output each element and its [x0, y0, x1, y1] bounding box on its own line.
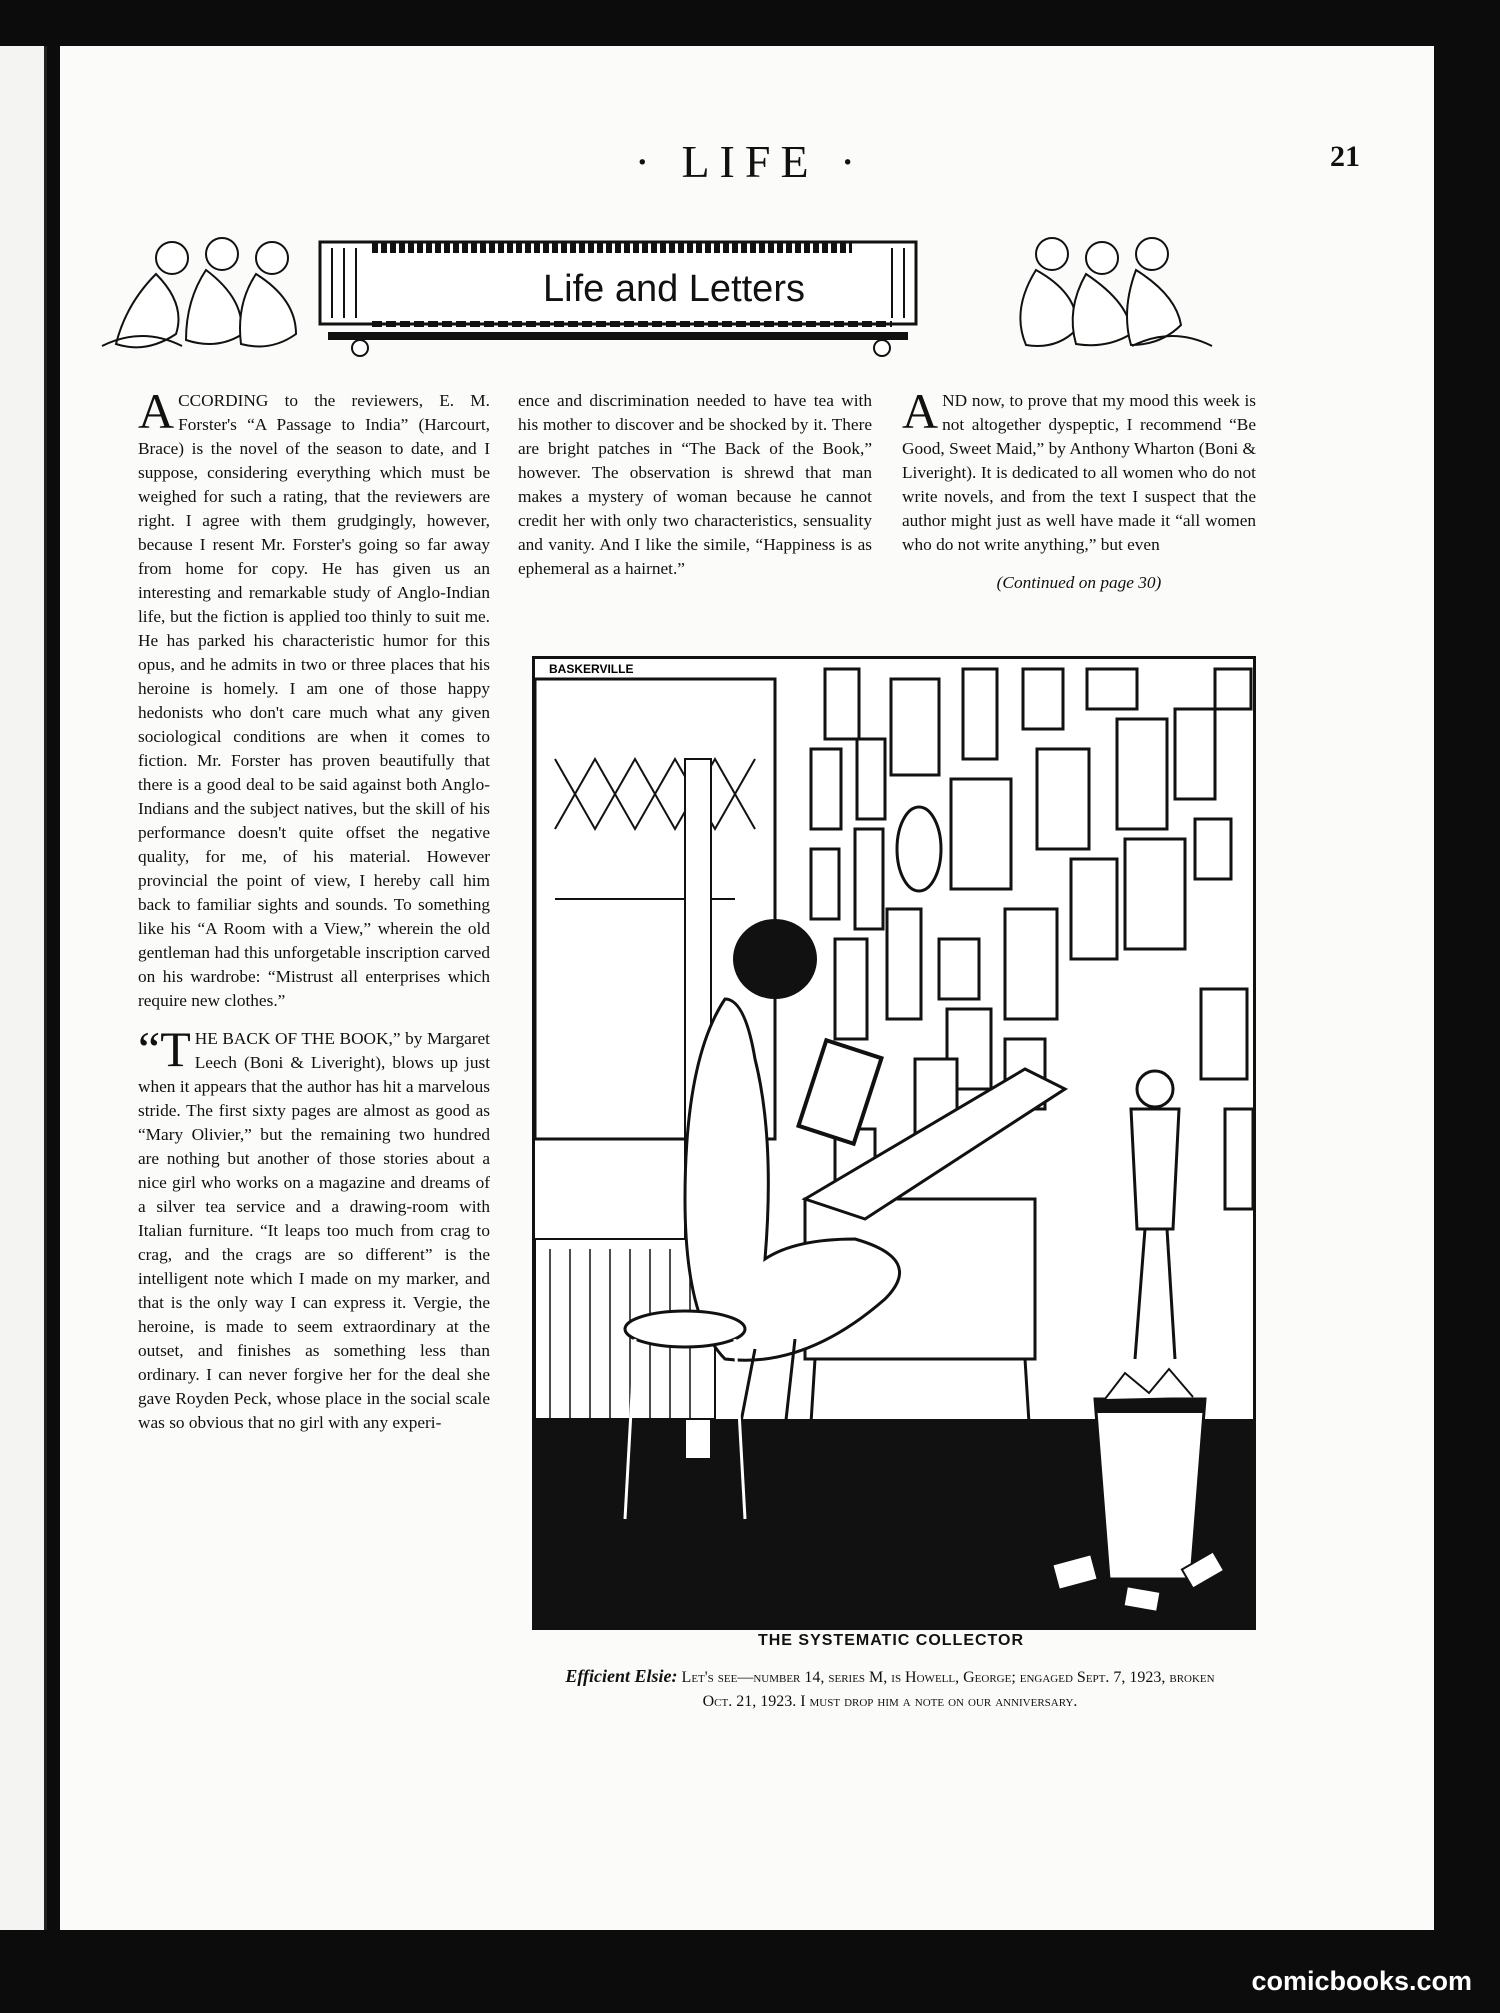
article-column-1: [138, 383, 490, 1449]
article-column-3: [902, 383, 1256, 595]
article-column-2: [518, 389, 872, 595]
paragraph-text: CCORDING to the reviewers, E. M. Forster's “A Passage to India” (Harcourt, Brace) is the novel of the season to date, and I suppose, considering everything which must be weighed for such a rating, that the reviewers are right. I agree with them grudgingly, however, because I resent Mr. Forster's going so far away from home for copy. He has given us an interesting and remarkable study of Anglo-Indian life, but the fiction is applied too thinly to suit me. He has parked his characteristic humor for this opus, and he admits in two or three places that his heroine is homely. I am one of those happy hedonists who don't care much what any given sociological conditions are when it comes to fiction. Mr. Forster has proven beautifully that there is a good deal to be said against both Anglo-Indians and the subject natives, but the skill of his performance doesn't quite offset the negative quality, for me, of his material. However provincial the point of view, I hereby call him back to familiar sights and sounds. To something like his “A Room with a View,” wherein the old gentleman had this unforgetable inscription carved on his wardrobe: “Mistrust all enterprises which require new clothes.”: [138, 391, 490, 1010]
paragraph: [902, 383, 1256, 557]
artist-signature: BASKERVILLE: [549, 662, 634, 676]
cartoon-illustration: [532, 656, 1256, 1630]
cartoon-caption: [560, 1664, 1220, 1714]
caption-speaker: Efficient Elsie:: [565, 1666, 678, 1686]
page-number: 21: [1330, 140, 1360, 173]
paragraph: [138, 1021, 490, 1435]
cartoon-caption-title: THE SYSTEMATIC COLLECTOR: [757, 1632, 1025, 1649]
caption-text: Let's see—number 14, series M, is Howell, George; engaged Sept. 7, 1923, broken Oct. 21, 1923. I must drop him a note on our anniversary.: [681, 1669, 1215, 1710]
paragraph-text: ND now, to prove that my mood this week is not altogether dyspeptic, I recommend “Be Good, Sweet Maid,” by Anthony Wharton (Boni & Liveright). It is dedicated to all women who do not write novels, and from the text I suspect that the author might just as well have made it “all women who do not write anything,” but even: [902, 391, 1256, 554]
continued-note: (Continued on page 30): [996, 573, 1162, 592]
drop-cap: A: [138, 383, 175, 439]
drop-cap: A: [902, 383, 939, 439]
site-watermark: comicbooks.com: [1251, 1966, 1472, 1996]
paragraph: [518, 389, 872, 581]
paragraph-text: ence and discrimination needed to have tea with his mother to discover and be shocked by it. There are bright patches in “The Back of the Book,” however. The observation is shrewd that man makes a mystery of woman because he cannot credit her with only two characteristics, sensuality and vanity. And I like the simile, “Happiness is as ephemeral as a hairnet.”: [518, 391, 872, 578]
facing-page-edge: [0, 46, 47, 1930]
paragraph-text: HE BACK OF THE BOOK,” by Margaret Leech (Boni & Liveright), blows up just when it appears that the author has hit a marvelous stride. The first sixty pages are almost as good as “Mary Olivier,” but the remaining two hundred are nothing but another of those stories about a nice girl who works on a magazine and dreams of a silver tea service and a drawing-room with Italian furniture. “It leaps too much from crag to crag, and the crags are so different” is the intelligent note which I made on my marker, and that is the only way I can express it. Vergie, the heroine, is made to seem extraordinary at the outset, and finishes as something less than ordinary. I can never forgive her for the deal she gave Royden Peck, whose place in the social scale was so obvious that no girl with any experi-: [138, 1029, 490, 1432]
section-title: Life and Letters: [543, 268, 805, 310]
paragraph: [138, 383, 490, 1013]
magazine-title: · LIFE ·: [634, 136, 866, 187]
drop-cap: “T: [138, 1021, 191, 1077]
